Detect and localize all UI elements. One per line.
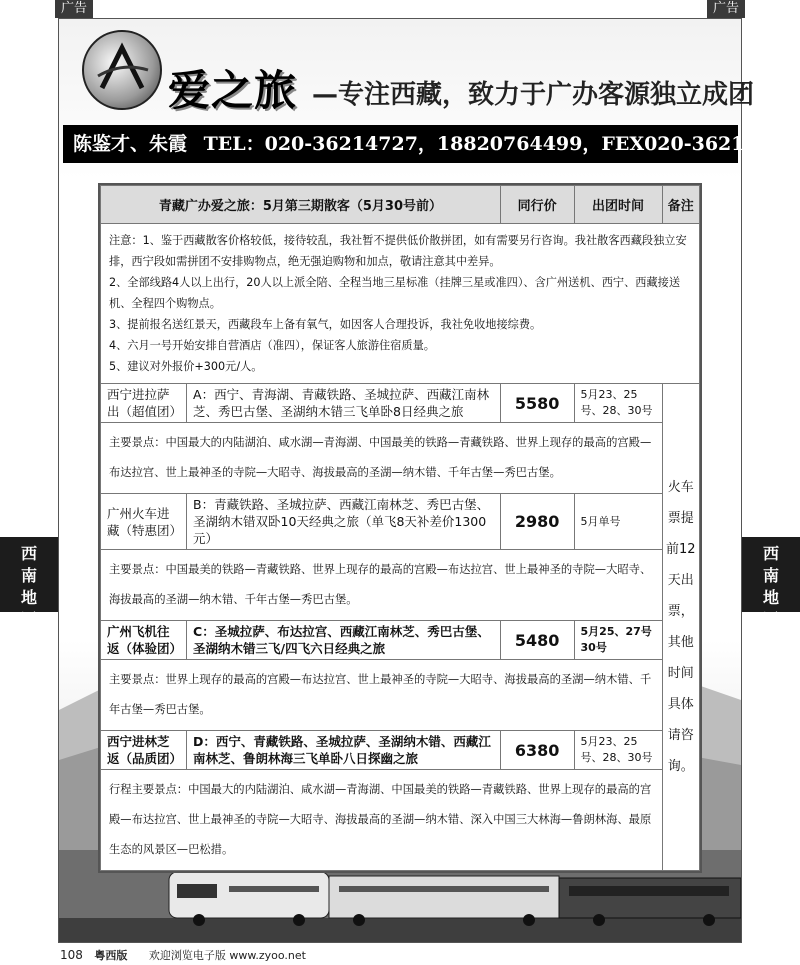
contact-bar [63, 125, 798, 163]
sights-row [101, 770, 700, 871]
remark-line: 火车 [667, 480, 694, 495]
col-price-header: 同行价 [500, 186, 574, 224]
route-sights: 主要景点：中国最大的内陆湖泊、咸水湖—青海湖、中国最美的铁路—青藏铁路、世界上现存的最高的宫殿—布达拉宫、世上最神圣的寺院—大昭寺、海拔最高的圣湖—纳木错、千年古堡—秀巴古堡。 [101, 423, 663, 494]
region-char: 地 [762, 588, 779, 607]
col-date-header: 出团时间 [574, 186, 662, 224]
region-char: 西 [762, 544, 779, 563]
route-price: 6380 [500, 731, 574, 770]
sights-row [101, 550, 700, 621]
route-desc: C：圣城拉萨、布达拉宫、西藏江南林芝、秀巴古堡、圣湖纳木错三飞/四飞六日经典之旅 [187, 621, 501, 660]
note-item: 3、提前报名送红景天，西藏段车上备有氧气，如因客人合理投诉，我社免收地接综费。 [109, 318, 542, 331]
region-char: 南 [20, 566, 37, 585]
route-dates: 5月23、25号、28、30号 [574, 731, 662, 770]
brand-logo [82, 30, 162, 110]
route-name: 广州火车进藏（特惠团） [101, 494, 187, 550]
footer-link-text: 欢迎浏览电子版 www.zyoo.net [148, 949, 306, 962]
notes-cell [101, 224, 700, 384]
region-tab-left [0, 537, 58, 629]
route-dates: 5月25、27号30号 [574, 621, 662, 660]
route-name: 西宁进拉萨出（超值团） [101, 384, 187, 423]
route-price: 5480 [500, 621, 574, 660]
table-row [101, 731, 700, 770]
region-tab-right [742, 537, 800, 629]
remark-line: 票提 [667, 511, 694, 526]
page-footer [60, 947, 306, 963]
table-row [101, 384, 700, 423]
note-item: 5、建议对外报价+300元/人。 [109, 360, 263, 373]
remark-line: 其他 [667, 635, 694, 650]
sights-row [101, 423, 700, 494]
region-char: 南 [762, 566, 779, 585]
page-number: 108 [60, 948, 83, 962]
route-dates: 5月单号 [574, 494, 662, 550]
route-sights: 行程主要景点：中国最大的内陆湖泊、咸水湖—青海湖、中国最美的铁路—青藏铁路、世界上现存的最高的宫殿—布达拉宫、世上最神圣的寺院—大昭寺、海拔最高的圣湖—纳木错、深入中国三大林海—鲁朗林海、最原生态的风景区—巴松措。 [101, 770, 663, 871]
note-item: 2、全部线路4人以上出行，20人以上派全陪、全程当地三星标准（挂牌三星或准四）、含广州送机、西宁、西藏接送机、全程四个购物点。 [109, 276, 681, 310]
region-char: 区 [20, 610, 37, 629]
table-row [101, 494, 700, 550]
region-char: 地 [20, 588, 37, 607]
region-char: 西 [20, 544, 37, 563]
notes-row [101, 224, 700, 384]
table-title: 青藏广办爱之旅：5月第三期散客（5月30号前） [101, 186, 501, 224]
edition-label: 粤西版 [94, 949, 128, 962]
contact-names: 陈鉴才、朱霞 [73, 133, 188, 155]
remark-line: 票， [667, 604, 694, 619]
note-item: 注意：1、鉴于西藏散客价格较低，接待较乱，我社暂不提供低价散拼团，如有需要另行咨询。我社散客西藏段独立安排，西宁段如需拼团不安排购物点，绝无强迫购物和加点，敬请注意其中差异。 [109, 234, 687, 268]
remark-line: 请咨 [667, 728, 694, 743]
brand-slogan: —专注西藏，致力于广办客源独立成团 [312, 80, 755, 110]
col-remark-header: 备注 [662, 186, 700, 224]
logo-mark-icon [84, 32, 160, 108]
route-desc: D：西宁、青藏铁路、圣城拉萨、圣湖纳木错、西藏江南林芝、鲁朗林海三飞单卧八日探幽之旅 [187, 731, 501, 770]
route-desc: A：西宁、青海湖、青藏铁路、圣城拉萨、西藏江南林芝、秀巴古堡、圣湖纳木错三飞单卧8日经典之旅 [187, 384, 501, 423]
remark-line: 天出 [667, 573, 694, 588]
train-icon [169, 872, 741, 926]
tour-table [98, 183, 702, 873]
route-name: 西宁进林芝返（品质团） [101, 731, 187, 770]
route-price: 5580 [500, 384, 574, 423]
table-row [101, 621, 700, 660]
remark-line: 具体 [667, 697, 694, 712]
remark-line: 询。 [667, 759, 694, 774]
route-desc: B：青藏铁路、圣城拉萨、西藏江南林芝、秀巴古堡、圣湖纳木错双卧10天经典之旅（单飞8天补差价1300元） [187, 494, 501, 550]
remark-cell [662, 384, 700, 871]
ad-tag-right: 广告 [707, 0, 745, 18]
route-sights: 主要景点：世界上现存的最高的宫殿—布达拉宫、世上最神圣的寺院—大昭寺、海拔最高的圣湖—纳木错、千年古堡—秀巴古堡。 [101, 660, 663, 731]
route-price: 2980 [500, 494, 574, 550]
ad-tag-left: 广告 [55, 0, 93, 18]
brand-name: 爱之旅 [168, 66, 298, 115]
region-char: 区 [762, 610, 779, 629]
sights-row [101, 660, 700, 731]
route-dates: 5月23、25号、28、30号 [574, 384, 662, 423]
route-sights: 主要景点：中国最美的铁路—青藏铁路、世界上现存的最高的宫殿—布达拉宫、世上最神圣的寺院—大昭寺、海拔最高的圣湖—纳木错、千年古堡—秀巴古堡。 [101, 550, 663, 621]
contact-numbers: TEL：020-36214727，18820764499，FEX020-36214727 [203, 133, 798, 155]
table-header-row [101, 186, 700, 224]
remark-line: 时间 [667, 666, 694, 681]
remark-line: 前12 [665, 542, 696, 557]
route-name: 广州飞机往返（体验团） [101, 621, 187, 660]
note-item: 4、六月一号开始安排自营酒店（准四），保证客人旅游住宿质量。 [109, 339, 435, 352]
